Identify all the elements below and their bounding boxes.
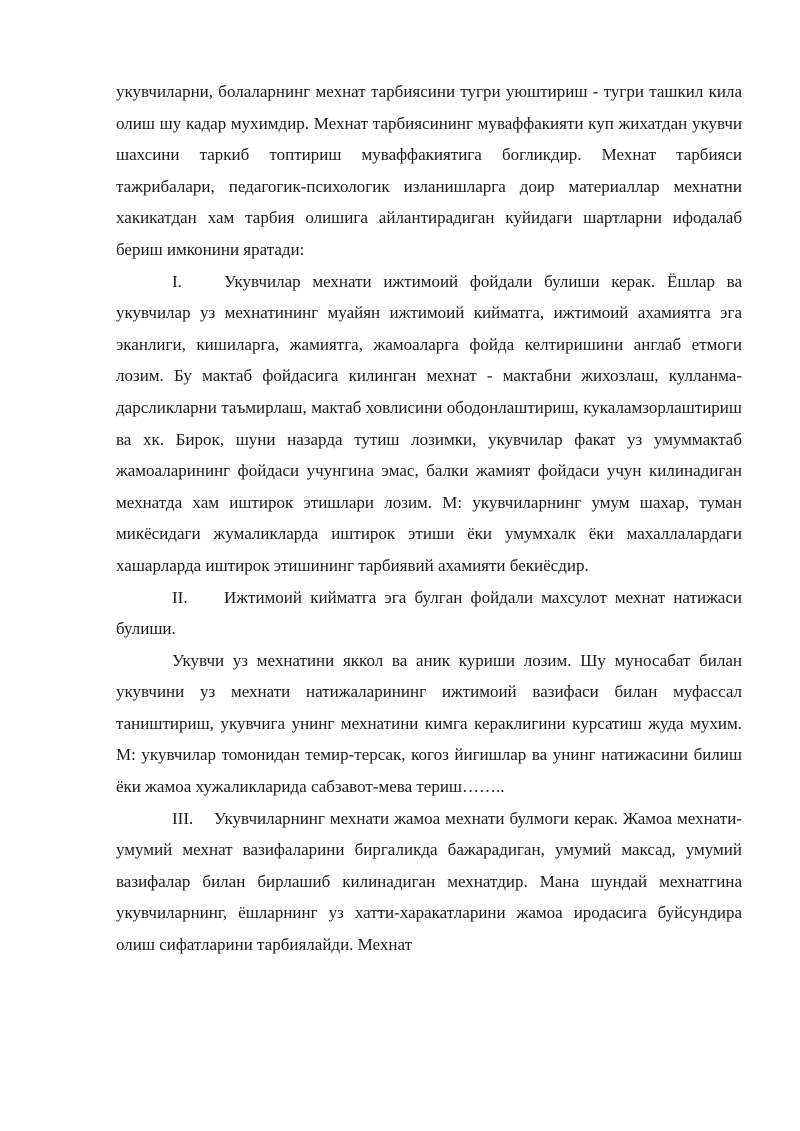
list-item-3-text: Укувчиларнинг мехнати жамоа мехнати булмоги керак. Жамоа мехнати-умумий мехнат вазифаларини биргаликда бажарадиган, умумий максад, умумий вазифалар билан бирлашиб килинадиган мехнатдир. Мана шундай мехнатгина укувчиларнинг, ёшларнинг уз хатти-харакатларини жамоа иродасига буйсундира олиш сифатларини тарбиялайди. Мехнат bbox=[116, 808, 742, 955]
list-item-1 bbox=[116, 266, 742, 582]
body-paragraph: Укувчи уз мехнатини яккол ва аник куриши лозим. Шу муносабат билан укувчини уз мехнати натижаларининг ижтимоий вазифаси билан муфассал таништириш, укувчига унинг мехнатини кимга кераклигини курсатиш жуда мухим. М: укувчилар томонидан темир-терсак, когоз йигишлар ва унинг натижасини билиш ёки жамоа хужаликларида сабзавот-мева териш…….. bbox=[116, 650, 742, 797]
list-item-1-number: I. bbox=[172, 271, 182, 291]
document-page bbox=[116, 76, 742, 961]
list-item-2 bbox=[116, 582, 742, 645]
list-item-3-number: III. bbox=[172, 808, 194, 828]
list-item-2-number: II. bbox=[172, 587, 188, 607]
list-item-3 bbox=[116, 803, 742, 961]
list-item-2-text: Ижтимоий кийматга эга булган фойдали махсулот мехнат натижаси булиши. bbox=[116, 587, 742, 639]
list-item-1-text: Укувчилар мехнати ижтимоий фойдали булиши керак. Ёшлар ва укувчилар уз мехнатининг муайян ижтимоий кийматга, ижтимоий ахамиятга эга эканлиги, кишиларга, жамиятга, жамоаларга фойда келтиришини англаб етмоги лозим. Бу мактаб фойдасига килинган мехнат - мактабни жихозлаш, кулланма-дарсликларни таъмирлаш, мактаб ховлисини ободонлаштириш, кукаламзорлаштириш ва хк. Бирок, шуни назарда тутиш лозимки, укувчилар факат уз умуммактаб жамоаларининг фойдаси учунгина эмас, балки жамият фойдаси учун килинадиган мехнатда хам иштирок этишлари лозим. М: укувчиларнинг умум шахар, туман микёсидаги жумаликларда иштирок этиши ёки умумхалк ёки махаллалардаги хашарларда иштирок этишининг тарбиявий ахамияти бекиёсдир. bbox=[116, 271, 742, 575]
intro-paragraph: укувчиларни, болаларнинг мехнат тарбиясини тугри уюштириш - тугри ташкил кила олиш шу кадар мухимдир. Мехнат тарбиясининг муваффакияти куп жихатдан укувчи шахсини таркиб топтириш муваффакиятига богликдир. Мехнат тарбияси тажрибалари, педагогик-психологик изланишларга доир материаллар мехнатни хакикатдан хам тарбия олишига айлантирадиган куйидаги шартларни ифодалаб бериш имконини яратади: bbox=[116, 82, 742, 259]
